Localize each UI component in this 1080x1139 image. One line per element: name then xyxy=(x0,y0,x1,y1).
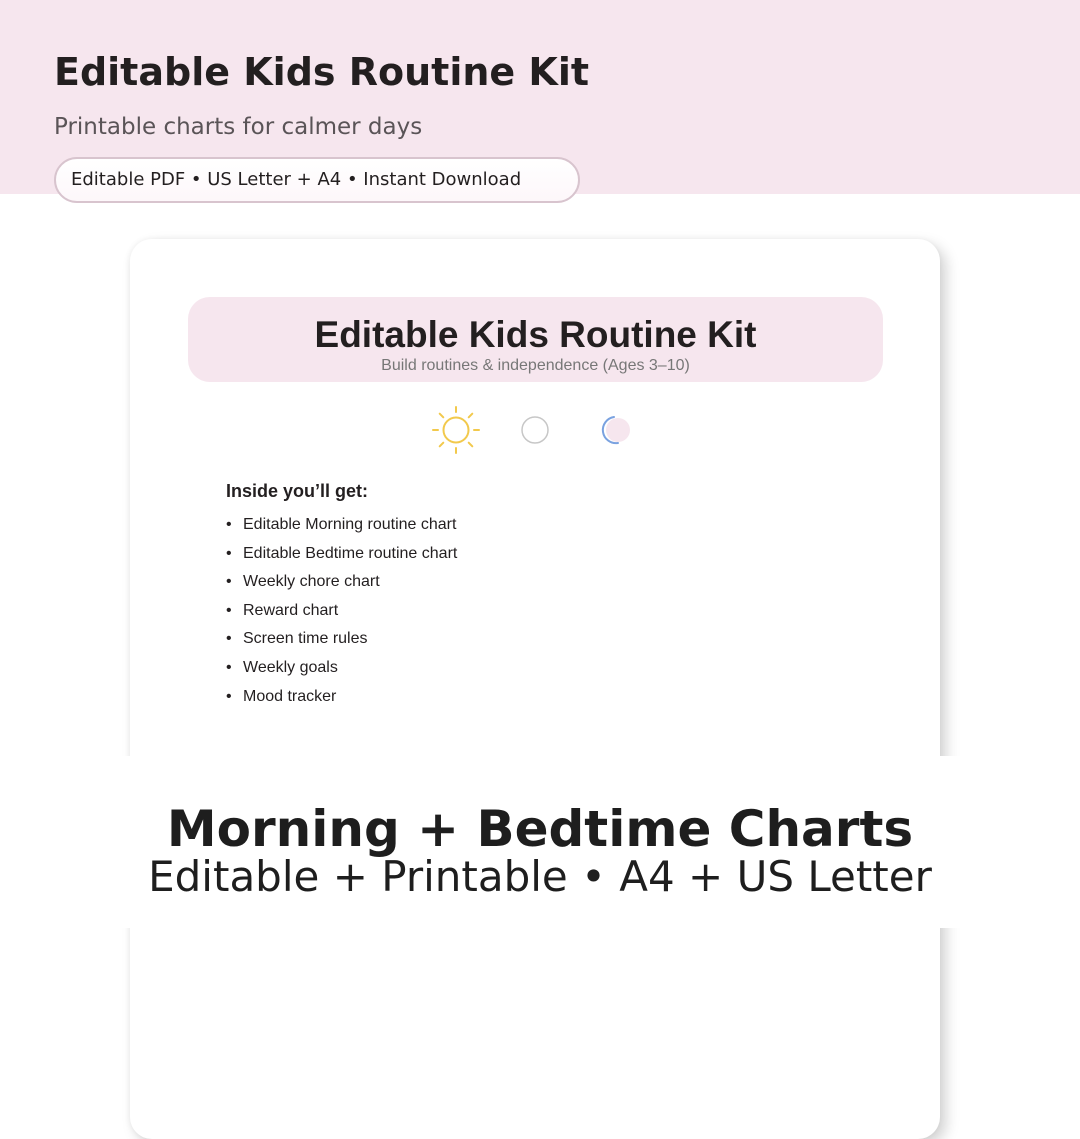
list-item xyxy=(226,570,457,599)
page-subtitle: Printable charts for calmer days xyxy=(54,114,423,140)
list-item xyxy=(226,599,457,628)
circle-icon xyxy=(519,414,551,446)
list-item-label: Editable Bedtime routine chart xyxy=(243,544,458,562)
list-item xyxy=(226,627,457,656)
list-item xyxy=(226,685,457,714)
moon-icon xyxy=(597,412,637,448)
bullet: • xyxy=(226,630,232,648)
list-item-label: Mood tracker xyxy=(243,687,337,705)
list-item-label: Reward chart xyxy=(243,601,339,619)
feature-pill: Editable PDF • US Letter + A4 • Instant Download xyxy=(54,157,580,203)
card-header xyxy=(188,297,883,382)
inside-heading: Inside you’ll get: xyxy=(226,481,369,501)
banner-title: Morning + Bedtime Charts xyxy=(166,800,914,858)
list-item-label: Weekly chore chart xyxy=(243,573,380,591)
list-item-label: Weekly goals xyxy=(243,658,338,676)
list-item xyxy=(226,542,457,571)
list-item-label: Editable Morning routine chart xyxy=(243,516,457,533)
bullet: • xyxy=(226,658,232,676)
bullet: • xyxy=(226,516,232,533)
page-title: Editable Kids Routine Kit xyxy=(54,50,590,94)
list-item xyxy=(226,513,457,542)
banner xyxy=(0,756,1080,928)
bullet: • xyxy=(226,687,232,705)
list-item xyxy=(226,656,457,685)
bullet: • xyxy=(226,544,232,562)
card-subtitle: Build routines & independence (Ages 3–10) xyxy=(381,357,690,374)
bullet: • xyxy=(226,601,232,619)
banner-subtitle: Editable + Printable • A4 + US Letter xyxy=(148,852,932,901)
card-title: Editable Kids Routine Kit xyxy=(314,314,757,355)
list-item-label: Screen time rules xyxy=(243,630,368,648)
preview-card xyxy=(130,239,940,1139)
inside-list xyxy=(226,513,457,713)
sun-icon xyxy=(430,404,482,456)
bullet: • xyxy=(226,573,232,591)
